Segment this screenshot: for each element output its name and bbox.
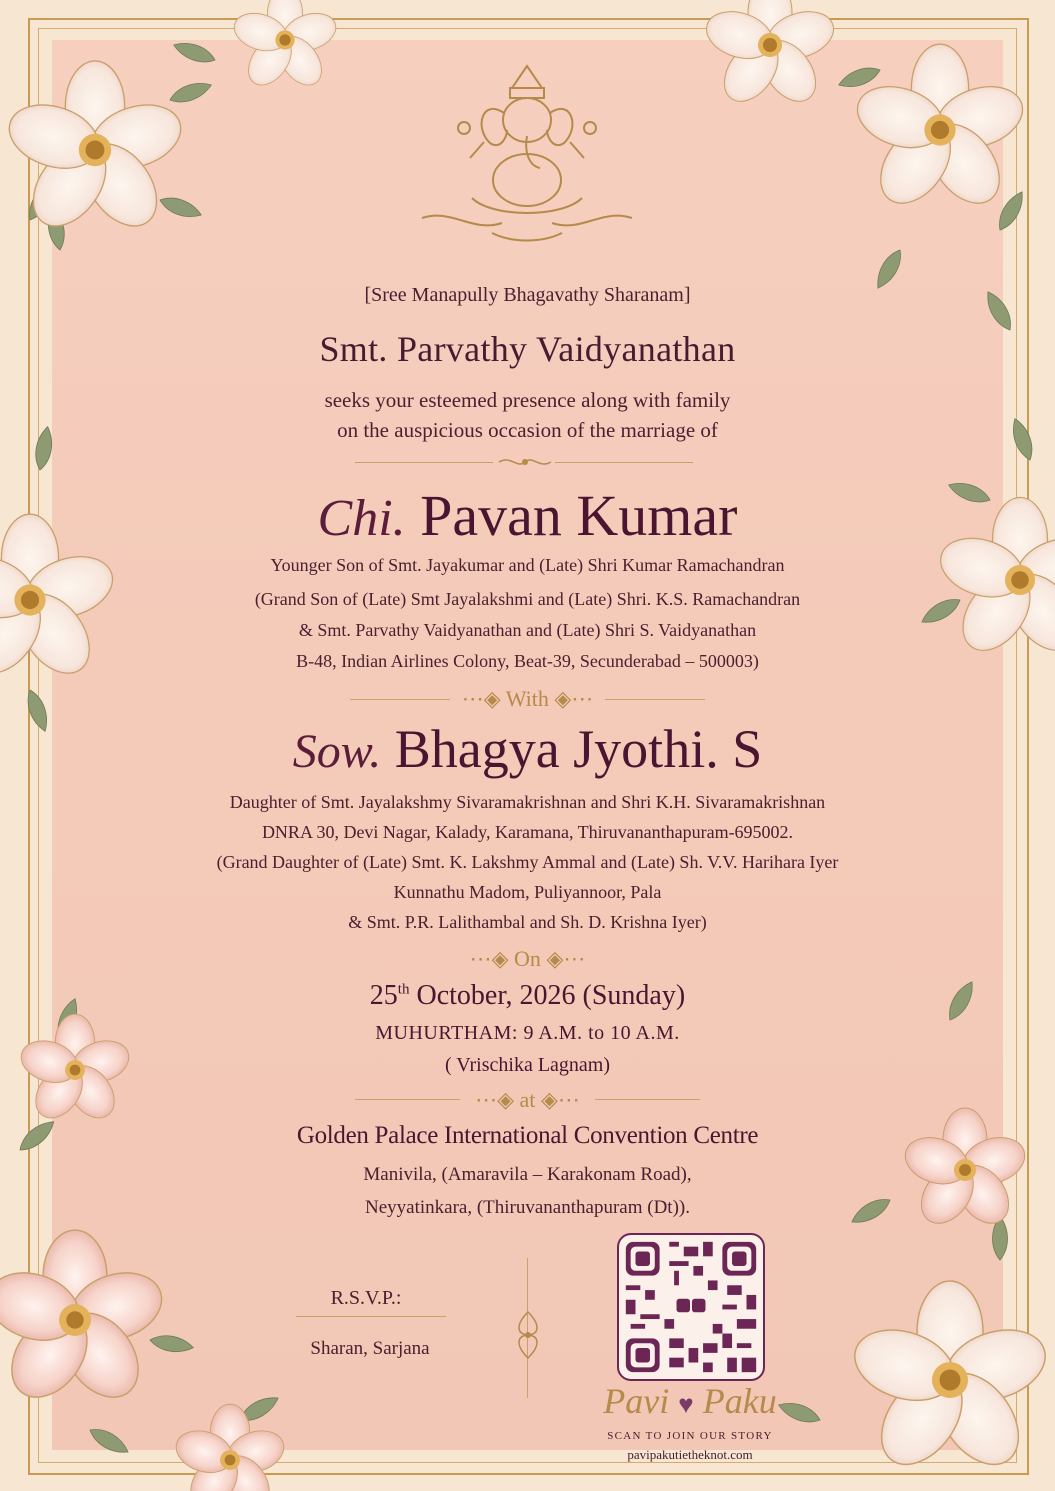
scan-caption: SCAN TO JOIN OUR STORY: [607, 1430, 773, 1442]
invocation-text: [Sree Manapully Bhagavathy Sharanam]: [364, 284, 691, 306]
groom-detail: Younger Son of Smt. Jayakumar and (Late) Shri Kumar Ramachandran: [270, 555, 785, 575]
ornament-icon: ◈⋯: [548, 686, 594, 711]
date-rest: October, 2026 (Sunday): [416, 980, 686, 1011]
brand-right: Paku: [702, 1381, 777, 1421]
ornament-icon: ⋯◈: [469, 946, 515, 971]
date-day: 25: [369, 980, 398, 1011]
ornament-icon: ⋯◈: [475, 1087, 520, 1112]
bride-title: Sow.: [292, 725, 382, 778]
ornament-icon: ◈⋯: [535, 1087, 580, 1112]
venue-name: Golden Palace International Convention Centre: [296, 1122, 759, 1149]
groom-title: Chi.: [317, 490, 406, 547]
groom-name: Pavan Kumar: [420, 483, 738, 548]
venue-address-line-1: Manivila, (Amaravila – Karakonam Road),: [363, 1164, 692, 1185]
ornament-icon: [497, 455, 553, 469]
divider-left: [355, 462, 493, 463]
bride-name: Bhagya Jyothi. S: [394, 719, 763, 779]
brand-logo: [585, 1380, 795, 1422]
divider-right: [555, 462, 693, 463]
on-text: On: [514, 946, 541, 971]
bride-detail: Daughter of Smt. Jayalakshmy Sivaramakrishnan and Shri K.H. Sivaramakrishnan: [229, 792, 826, 812]
wedding-date: [0, 980, 1055, 1012]
with-label: [0, 686, 1055, 712]
rsvp-label: R.S.V.P.:: [330, 1287, 402, 1309]
bride-detail: (Grand Daughter of (Late) Smt. K. Lakshmy Ammal and (Late) Sh. V.V. Harihara Iyer: [216, 852, 839, 872]
bride-detail: DNRA 30, Devi Nagar, Kalady, Karamana, Thiruvananthapuram-695002.: [261, 822, 794, 842]
website-link[interactable]: pavipakutietheknot.com: [627, 1447, 753, 1462]
with-text: With: [505, 686, 549, 711]
bride-detail: Kunnathu Madom, Puliyannoor, Pala: [393, 882, 662, 902]
bride-line: [0, 718, 1055, 780]
groom-detail: B-48, Indian Airlines Colony, Beat-39, Secunderabad – 500003): [296, 651, 759, 671]
host-name: Smt. Parvathy Vaidyanathan: [319, 329, 736, 369]
brand-left: Pavi: [603, 1381, 670, 1421]
rsvp-names: Sharan, Sarjana: [310, 1338, 430, 1359]
ganesha-icon: [412, 58, 642, 248]
invitation-line-1: seeks your esteemed presence along with family: [324, 388, 731, 412]
bride-detail: & Smt. P.R. Lalithambal and Sh. D. Krishna Iyer): [348, 912, 707, 932]
ornament-icon: ⋯◈: [461, 686, 506, 711]
groom-detail: (Grand Son of (Late) Smt Jayalakshmi and (Late) Shri. K.S. Ramachandran: [254, 589, 801, 609]
date-suffix: th: [397, 981, 410, 998]
ornament-icon: ◈⋯: [540, 946, 586, 971]
muhurtham-time: MUHURTHAM: 9 A.M. to 10 A.M.: [375, 1022, 680, 1044]
venue-address-line-2: Neyyatinkara, (Thiruvananthapuram (Dt)).: [365, 1197, 690, 1218]
at-text: at: [519, 1087, 536, 1112]
qr-code[interactable]: [617, 1233, 765, 1381]
rsvp-underline: [296, 1316, 446, 1317]
lagnam-text: ( Vrischika Lagnam): [444, 1054, 611, 1076]
ornament-icon: [512, 1310, 544, 1360]
on-label: [0, 946, 1055, 972]
qr-code-icon: [621, 1237, 761, 1377]
groom-detail: & Smt. Parvathy Vaidyanathan and (Late) Shri S. Vaidyanathan: [298, 620, 757, 640]
heart-icon: ♥: [678, 1390, 694, 1419]
invitation-line-2: on the auspicious occasion of the marriage of: [337, 418, 718, 442]
groom-line: [0, 482, 1055, 549]
at-label: [0, 1087, 1055, 1113]
